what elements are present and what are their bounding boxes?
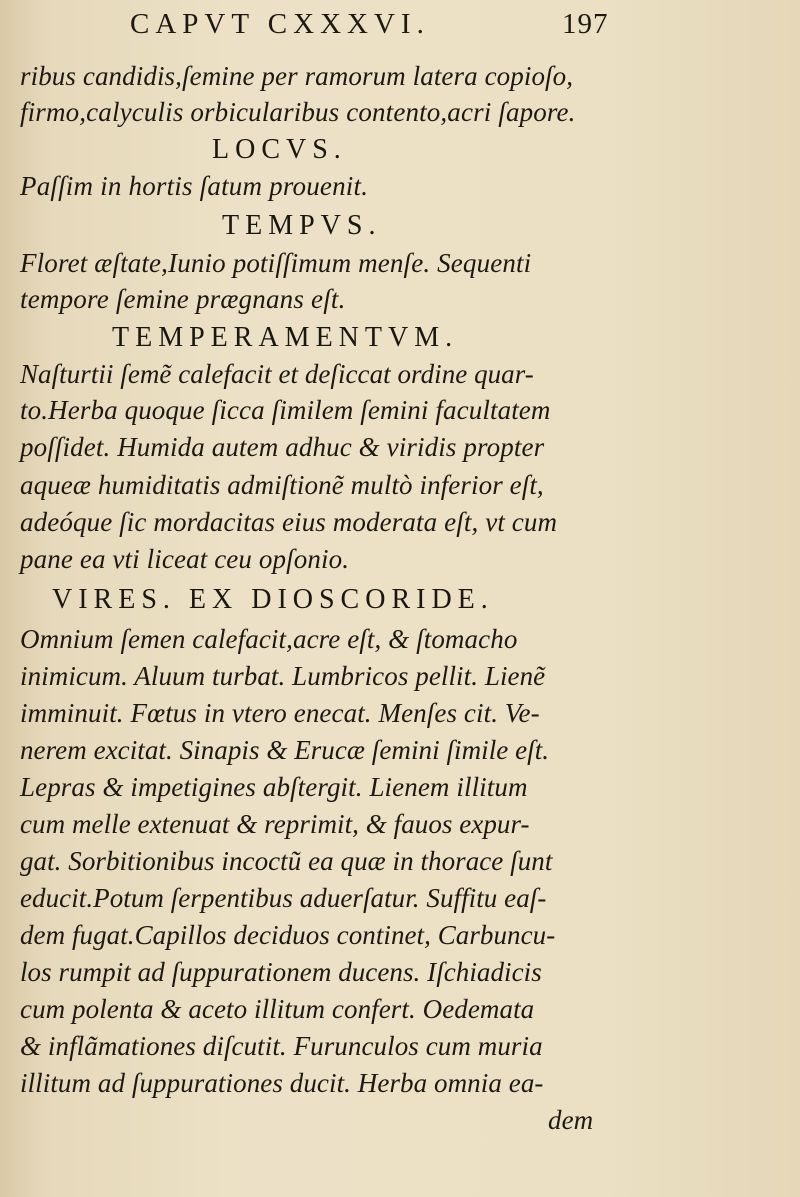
- section-heading-locus: LOCVS.: [212, 134, 347, 165]
- text-line-24: illitum ad ſuppurationes ducit. Herba omnia ea-: [20, 1068, 544, 1098]
- text-line-4: Floret æſtate,Iunio potiſſimum menſe. Sequenti: [20, 248, 532, 278]
- text-line-23: & inflãmationes diſcutit. Furunculos cum muria: [20, 1031, 543, 1061]
- text-line-11: pane ea vti liceat ceu opſonio.: [20, 544, 350, 574]
- text-line-18: gat. Sorbitionibus incoctũ ea quæ in thorace ſunt: [20, 846, 553, 876]
- section-heading-temperamentum: TEMPERAMENTVM.: [112, 322, 459, 353]
- catchword: dem: [548, 1105, 594, 1135]
- text-line-21: los rumpit ad ſuppurationem ducens. Iſchiadicis: [20, 957, 542, 987]
- text-line-22: cum polenta & aceto illitum confert. Oedemata: [20, 994, 535, 1024]
- text-line-15: nerem excitat. Sinapis & Erucæ ſemini ſimile eſt.: [20, 735, 550, 765]
- text-line-2: firmo,calyculis orbicularibus contento,acri ſapore.: [20, 97, 576, 127]
- text-line-19: educit.Potum ſerpentibus aduerſatur. Suffitu eaſ-: [20, 883, 547, 913]
- text-line-13: inimicum. Aluum turbat. Lumbricos pellit. Lienẽ: [20, 661, 546, 691]
- text-line-3: Paſſim in hortis ſatum prouenit.: [20, 171, 369, 201]
- text-line-10: adeóque ſic mordacitas eius moderata eſt, vt cum: [20, 507, 558, 537]
- text-line-6: Naſturtii ſemẽ calefacit et deſiccat ordine quar-: [20, 359, 534, 389]
- text-line-12: Omnium ſemen calefacit,acre eſt, & ſtomacho: [20, 624, 518, 654]
- section-heading-vires: VIRES. EX DIOSCORIDE.: [52, 584, 494, 615]
- text-line-20: dem fugat.Capillos deciduos continet, Carbuncu-: [20, 920, 556, 950]
- text-line-8: poſſidet. Humida autem adhuc & viridis propter: [20, 432, 545, 462]
- text-line-1: ribus candidis,ſemine per ramorum latera copioſo,: [20, 61, 574, 91]
- text-line-5: tempore ſemine prægnans eſt.: [20, 284, 346, 314]
- text-line-9: aqueæ humiditatis admiſtionẽ multò inferior eſt,: [20, 470, 544, 500]
- text-line-16: Lepras & impetigines abſtergit. Lienem illitum: [20, 772, 528, 802]
- page-number: 197: [562, 8, 609, 40]
- text-line-17: cum melle extenuat & reprimit, & fauos expur-: [20, 809, 530, 839]
- text-line-14: imminuit. Fœtus in vtero enecat. Menſes cit. Ve-: [20, 698, 540, 728]
- text-line-7: to.Herba quoque ſicca ſimilem ſemini facultatem: [20, 395, 551, 425]
- section-heading-tempus: TEMPVS.: [222, 210, 382, 241]
- running-head: CAPVT CXXXVI.: [130, 8, 430, 40]
